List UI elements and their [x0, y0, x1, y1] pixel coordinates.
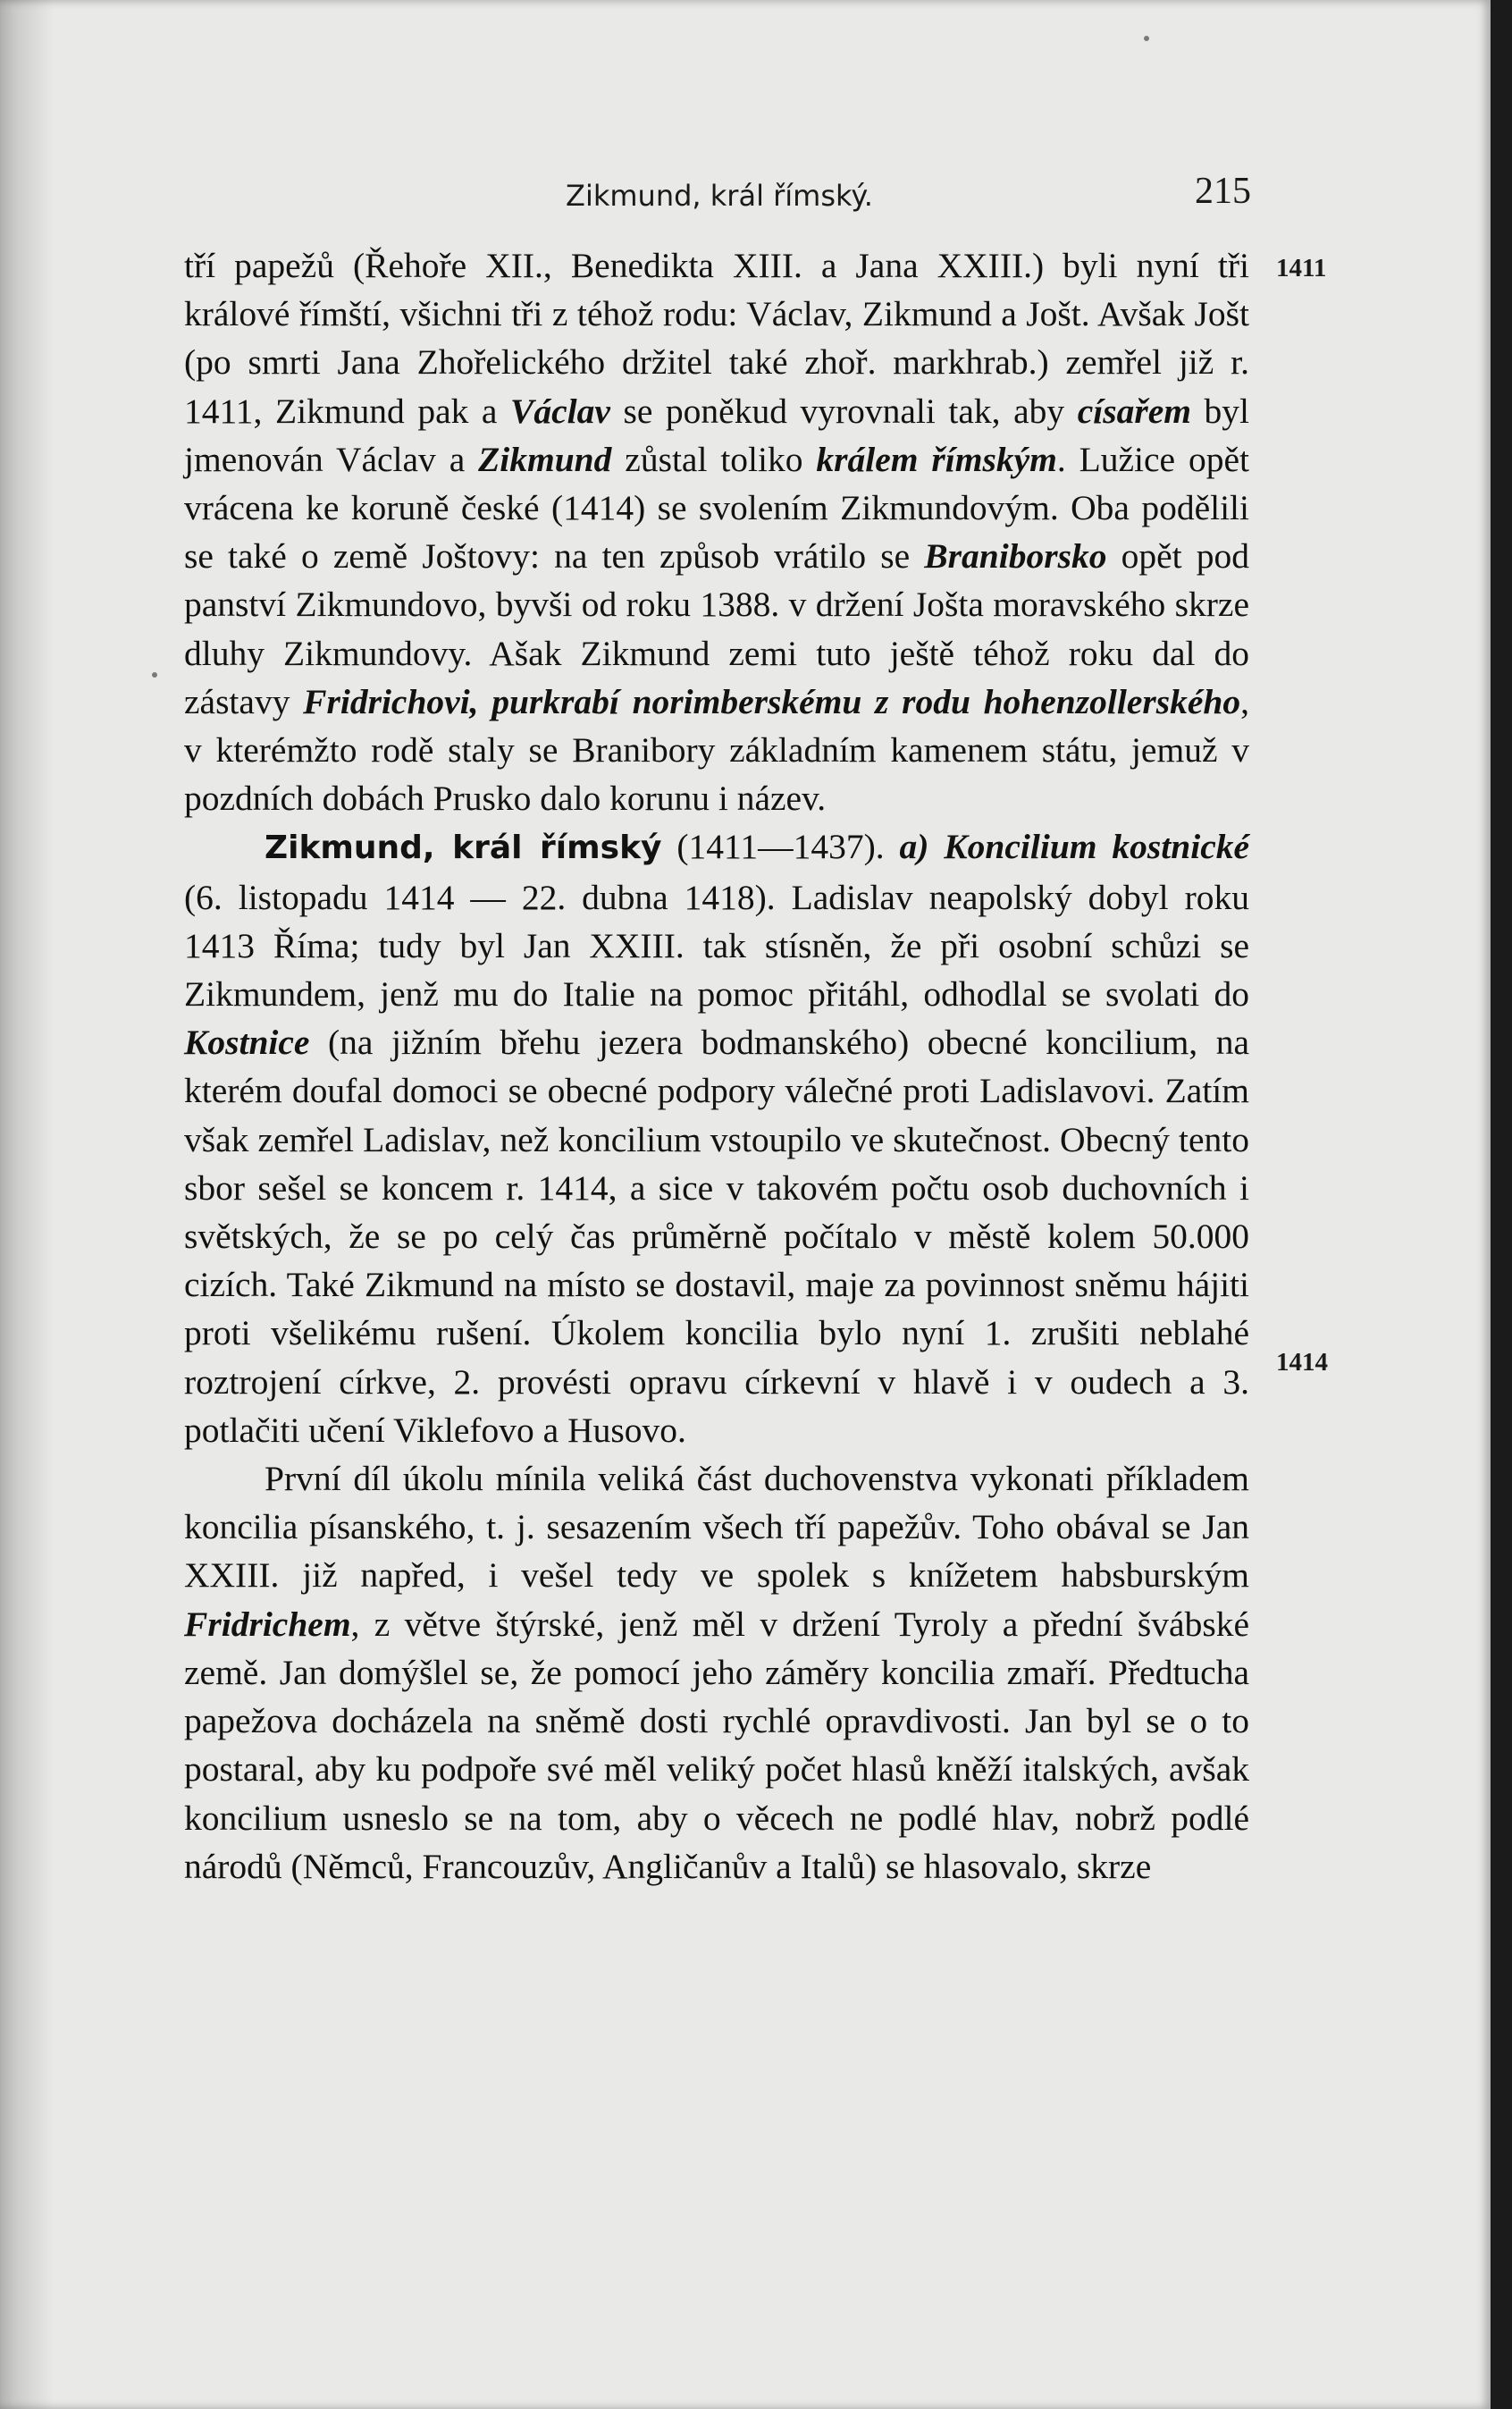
- scan-speck: [1144, 36, 1149, 41]
- text-run: , z větve štýrské, jenž měl v držení Tyroly a přední švábské země. Jan domýšlel se, že pomocí jeho záměry koncilia zmaří. Předtucha papežova docházela na sněmě dosti rychlé opravdivosti. Jan byl se o to postaral, aby ku podpoře své měl veliký počet hlasů kněží italských, avšak koncilium usneslo se na tom, aby o věcech ne podlé hlav, nobrž podlé národů (Němců, Francouzův, Angličanův a Italů) se hlasovalo, skrze: [184, 1604, 1249, 1886]
- emphasized-term: králem římským: [816, 439, 1057, 479]
- text-run: (6. listopadu 1414 — 22. dubna 1418). Ladislav neapolský dobyl roku 1413 Říma; tudy byl Jan XXIII. tak stísněn, že při osobní schůzi se Zikmundem, jenž mu do Italie na pomoc přitáhl, odhodlal se svolati do: [184, 877, 1249, 1015]
- paragraph: [184, 241, 1249, 822]
- text-run: tří papežů (Řehoře XII., Benedikta XIII. a Jana XXIII.) byli nyní tři králové římští, všichni tři z téhož rodu: Václav, Zikmund a Jošt. Avšak Jošt (po smrti Jana Zhořelického držitel také zhoř. markhrab.) zemřel již r. 1411, Zikmund pak a: [184, 246, 1249, 431]
- emphasized-term: Václav: [510, 391, 610, 431]
- body-text: [184, 241, 1249, 1891]
- section-heading: Zikmund, král římský: [265, 830, 662, 867]
- paragraph: [184, 822, 1249, 1454]
- paragraph: [184, 1454, 1249, 1891]
- emphasized-term: Fridrichovi, purkrabí norimberskému z rodu hohenzollerského: [303, 681, 1241, 721]
- emphasized-term: Fridrichem: [184, 1604, 351, 1644]
- text-run: zůstal toliko: [611, 439, 817, 479]
- text-run: se poněkud vyrovnali tak, aby: [609, 391, 1078, 431]
- page-number: 215: [1195, 171, 1251, 212]
- text-run: byl jmenován Václav a: [184, 391, 1249, 479]
- margin-note-year: 1414: [1276, 1348, 1328, 1377]
- margin-note-year: 1411: [1276, 254, 1327, 282]
- text-run: (1411—1437).: [661, 827, 900, 867]
- scan-speck: [152, 672, 157, 678]
- text-run: První díl úkolu mínila veliká část duchovenstva vykonati příkladem koncilia písanského, t. j. sesazením všech tří papežův. Toho obával se Jan XXIII. již napřed, i vešel tedy ve spolek s knížetem habsburským: [184, 1459, 1249, 1596]
- emphasized-term: císařem: [1077, 391, 1191, 431]
- text-run: , v kterémžto rodě staly se Branibory základním kamenem státu, jemuž v pozdních dobách Prusko dalo korunu i název.: [184, 681, 1249, 819]
- text-run: (na jižním břehu jezera bodmanského) obecné koncilium, na kterém doufal domoci se obecné podpory válečné proti Ladislavovi. Zatím však zemřel Ladislav, než koncilium vstoupilo ve skutečnost. Obecný tento sbor sešel se koncem r. 1414, a sice v takovém počtu osob duchovních i světských, že se po celý čas průměrně počítalo v městě kolem 50.000 cizích. Také Zikmund na místo se dostavil, maje za povinnost sněmu hájiti proti všelikému rušení. Úkolem koncilia bylo nyní 1. zrušiti neblahé roztrojení církve, 2. provésti opravu církevní v hlavě i v oudech a 3. potlačiti učení Viklefovo a Husovo.: [184, 1023, 1249, 1450]
- page-spine-shadow: [0, 0, 54, 2409]
- emphasized-term: Kostnice: [184, 1023, 310, 1063]
- running-title: Zikmund, král římský.: [566, 179, 873, 213]
- text-run: . Lužice opět vrácena ke koruně české (1414) se svolením Zikmundovým. Oba podělili se také o země Joštovy: na ten způsob vrátilo se: [184, 439, 1249, 577]
- page-header: [188, 166, 1251, 220]
- emphasized-term: a) Koncilium kostnické: [899, 827, 1250, 867]
- emphasized-term: Braniborsko: [924, 536, 1107, 577]
- text-run: opět pod panství Zikmundovo, byvši od roku 1388. v držení Jošta moravského skrze dluhy Zikmundovy. Ašak Zikmund zemi tuto ještě téhož roku dal do zástavy: [184, 536, 1249, 721]
- emphasized-term: Zikmund: [478, 439, 612, 479]
